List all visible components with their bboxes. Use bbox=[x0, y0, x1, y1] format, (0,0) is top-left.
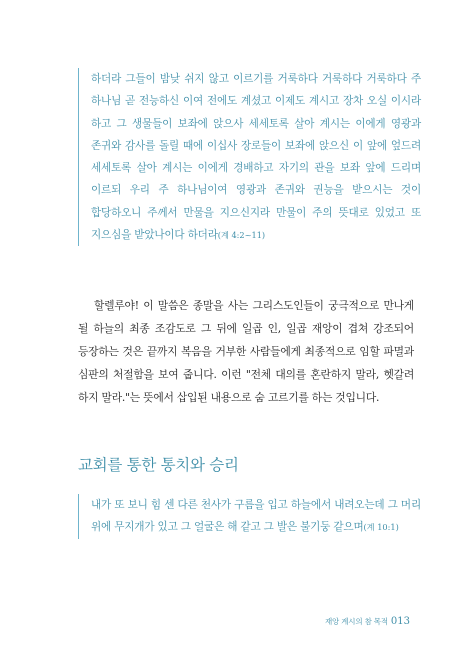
scripture-quote-revelation-4 bbox=[78, 68, 421, 246]
scripture-reference: (계 10:1) bbox=[363, 522, 399, 533]
commentary-paragraph: 할렐루야! 이 말씀은 종말을 사는 그리스도인들이 궁극적으로 만나게 될 하늘의 최종 조감도로 그 뒤에 일곱 인, 일곱 재앙이 겹쳐 강조되어 등장하는 것은 끝까지 복음을 거부한 사람들에게 최종적으로 임할 파멸과 심판의 처절함을 보여 줍니다. 이런 "전체 대의를 혼란하지 말라, 헷갈려 하지 말라."는 뜻에서 삽입된 내용으로 숨 고르기를 하는 것입니다. bbox=[78, 299, 414, 404]
section-heading: 교회를 통한 통치와 승리 bbox=[78, 456, 239, 474]
scripture-reference: (계 4:2~11) bbox=[217, 230, 266, 241]
scripture-quote-body: 하더라 그들이 밤낮 쉬지 않고 이르기를 거룩하다 거룩하다 거룩하다 주 하나님 곧 전능하신 이여 전에도 계셨고 이제도 계시고 장차 오실 이시라 하고 그 생물들이 보좌에 앉으사 세세토록 살아 계시는 이에게 영광과 존귀와 감사를 돌릴 때에 이십사 장로들이 보좌에 앉으신 이 앞에 엎드려 세세토록 살아 계시는 이에게 경배하고 자기의 관을 보좌 앞에 드리며 이르되 우리 주 하나님이여 영광과 존귀와 권능을 받으시는 것이 합당하오니 주께서 만물을 지으신지라 만물이 주의 뜻대로 있었고 또 지으심을 받았나이다 하더라 bbox=[91, 73, 421, 242]
page-number: 013 bbox=[390, 616, 410, 627]
scripture-quote-text bbox=[91, 494, 421, 539]
scripture-quote-text bbox=[91, 68, 421, 246]
running-title: 재앙 계시의 참 목적 bbox=[324, 617, 388, 626]
scripture-quote-revelation-10 bbox=[78, 494, 421, 539]
page-footer bbox=[325, 609, 410, 628]
scripture-quote-body: 내가 또 보니 힘 센 다른 천사가 구름을 입고 하늘에서 내려오는데 그 머리 위에 무지개가 있고 그 얼굴은 해 같고 그 발은 불기둥 같으며 bbox=[91, 499, 421, 534]
